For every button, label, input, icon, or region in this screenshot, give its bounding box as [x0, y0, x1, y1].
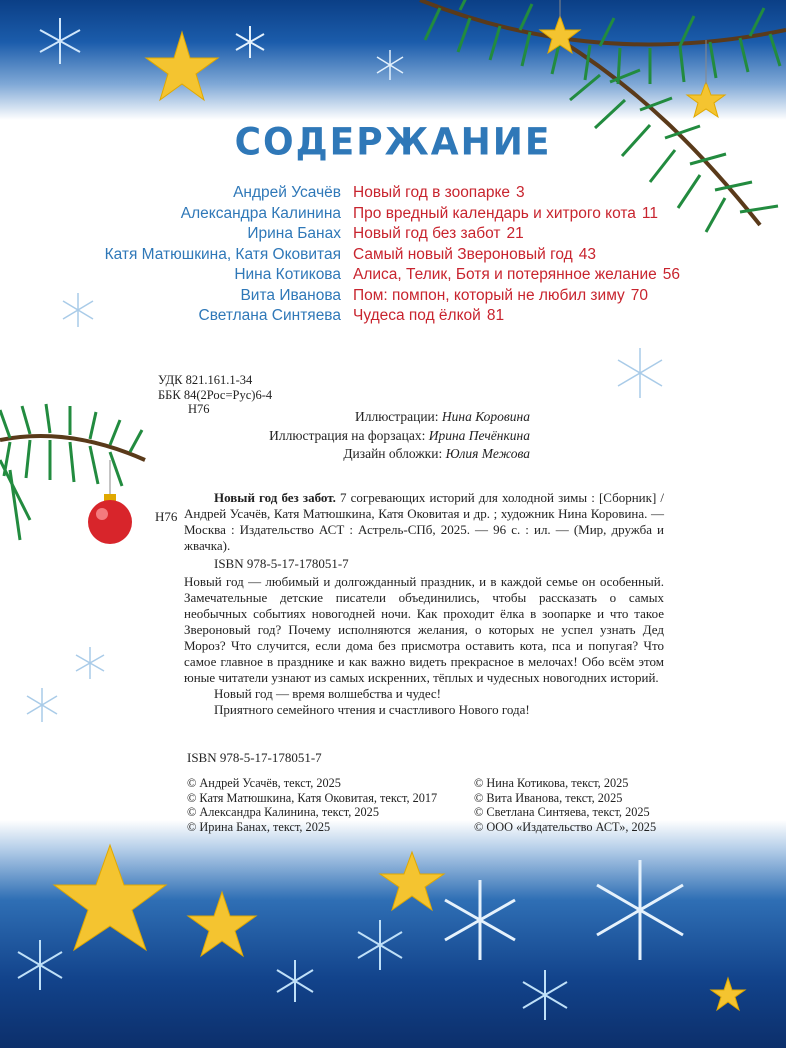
toc-row [0, 183, 786, 204]
toc-story-title: Про вредный календарь и хитрого кота 11 [353, 204, 658, 222]
copyright-right [474, 776, 656, 834]
toc-author: Нина Котикова [234, 266, 341, 283]
bibliographic-record [156, 490, 664, 718]
toc-row [0, 224, 786, 245]
copyright-line: © Нина Котикова, текст, 2025 [474, 776, 629, 790]
toc-page-number: 21 [506, 225, 524, 242]
toc-author: Светлана Синтяева [198, 307, 341, 324]
credits-block [200, 408, 530, 464]
snowflake-icon [358, 920, 402, 970]
bbk-code: ББК 84(2Рос=Рус)6-4 [158, 387, 273, 402]
snowflake-icon [445, 880, 515, 960]
toc-story-title: Алиса, Телик, Ботя и потерянное желание 56 [353, 266, 680, 283]
toc-row [0, 245, 786, 266]
snowflake-icon [597, 860, 683, 960]
annotation [184, 574, 664, 718]
toc-row [0, 265, 786, 286]
copyright-line: © Катя Матюшкина, Катя Оковитая, текст, 2017 [187, 790, 438, 805]
udk-code: УДК 821.161.1-34 [158, 373, 253, 387]
copyright-line: © Александра Калинина, текст, 2025 [187, 805, 379, 820]
pine-branch-icon [0, 400, 150, 560]
snowflake-icon [377, 50, 403, 80]
isbn-bottom: ISBN 978-5-17-178051-7 [187, 750, 322, 765]
toc-page-number: 70 [630, 286, 649, 304]
credit-line: Дизайн обложки: Юлия Межова [343, 446, 530, 461]
toc-page-number: 3 [516, 184, 525, 201]
biblio-description: Новый год без забот. 7 согревающих историй для холодной зимы : [Сборник] / Андрей Усачёв, Катя Матюшкина, Катя Оковитая и др. ; художник Нина Коровина. — Москва : Издательство АСТ : Астрель-СПб, 2025. — 96 с. : ил. — (Мир, дружба и жвачка). [184, 490, 664, 553]
toc-author: Александра Калинина [180, 204, 341, 222]
toc-page-number: 81 [486, 307, 505, 324]
book-title: Новый год без забот. [214, 490, 336, 505]
author-mark: Н76 [188, 402, 210, 416]
snowflake-icon [612, 345, 668, 401]
toc-story-title: Чудеса под ёлкой 81 [353, 307, 505, 324]
copyright-left [187, 776, 437, 834]
table-of-contents [0, 183, 786, 327]
isbn-line: ISBN 978-5-17-178051-7 [214, 556, 349, 571]
star-icon [540, 16, 725, 117]
toc-story-title: Самый новый Звероновый год 43 [353, 245, 596, 263]
snowflake-icon [22, 685, 62, 725]
christmas-ornament-icon [88, 494, 132, 544]
annotation-paragraph: Новый год — любимый и долгожданный праздник, и в каждой семье он особенный. Замечательные детские писатели объединились, чтобы рассказать о самых необычных событиях новогодней ночи. Как проходит ёлка в зоопарке и что такое Звероновый год? Почему исполняются желания, о которых не успел узнать Дед Мороз? Что случится, если дома без присмотра оставить кота, пса и попугая? Что самое главное в празднике и как важно видеть прекрасное в мелочах! Обо всём этом юные читатели узнают из самых искренних, тёплых и чудесных новогодних историй. [184, 574, 664, 685]
toc-author: Андрей Усачёв [233, 184, 341, 201]
snowflake-icon [40, 18, 80, 64]
copyright-line: © Андрей Усачёв, текст, 2025 [187, 776, 341, 790]
toc-author: Катя Матюшкина, Катя Оковитая [104, 245, 341, 263]
copyright-line: © Светлана Синтяева, текст, 2025 [474, 805, 650, 820]
snowflake-icon [523, 970, 567, 1020]
biblio-author-mark: Н76 [155, 509, 178, 524]
page-title: СОДЕРЖАНИЕ [234, 120, 552, 165]
toc-page-number: 56 [662, 266, 680, 283]
toc-author: Ирина Банах [247, 225, 341, 242]
bottom-decorations [0, 840, 786, 1048]
toc-story-title: Пом: помпон, который не любил зиму 70 [353, 286, 649, 304]
toc-page-number: 43 [578, 245, 596, 263]
copyright-line: © ООО «Издательство АСТ», 2025 [474, 819, 657, 834]
star-icon [146, 32, 218, 100]
toc-story-title: Новый год в зоопарке 3 [353, 184, 525, 201]
toc-author: Вита Иванова [240, 286, 341, 304]
copyright-line: © Ирина Банах, текст, 2025 [187, 819, 331, 834]
toc-row [0, 204, 786, 225]
toc-row [0, 306, 786, 327]
snowflake-icon [277, 960, 313, 1002]
copyright-line: © Вита Иванова, текст, 2025 [474, 790, 623, 805]
snowflake-icon [18, 940, 62, 990]
annotation-paragraph: Приятного семейного чтения и счастливого Нового года! [214, 702, 530, 717]
credit-line: Иллюстрация на форзацах: Ирина Печёнкина [269, 427, 530, 443]
snowflake-icon [236, 26, 264, 58]
toc-page-number: 11 [641, 204, 658, 222]
toc-story-title: Новый год без забот 21 [353, 225, 524, 242]
annotation-paragraph: Новый год — время волшебства и чудес! [214, 686, 442, 701]
snowflake-icon [72, 645, 108, 681]
credit-line: Иллюстрации: Нина Коровина [355, 409, 530, 424]
toc-row [0, 286, 786, 307]
